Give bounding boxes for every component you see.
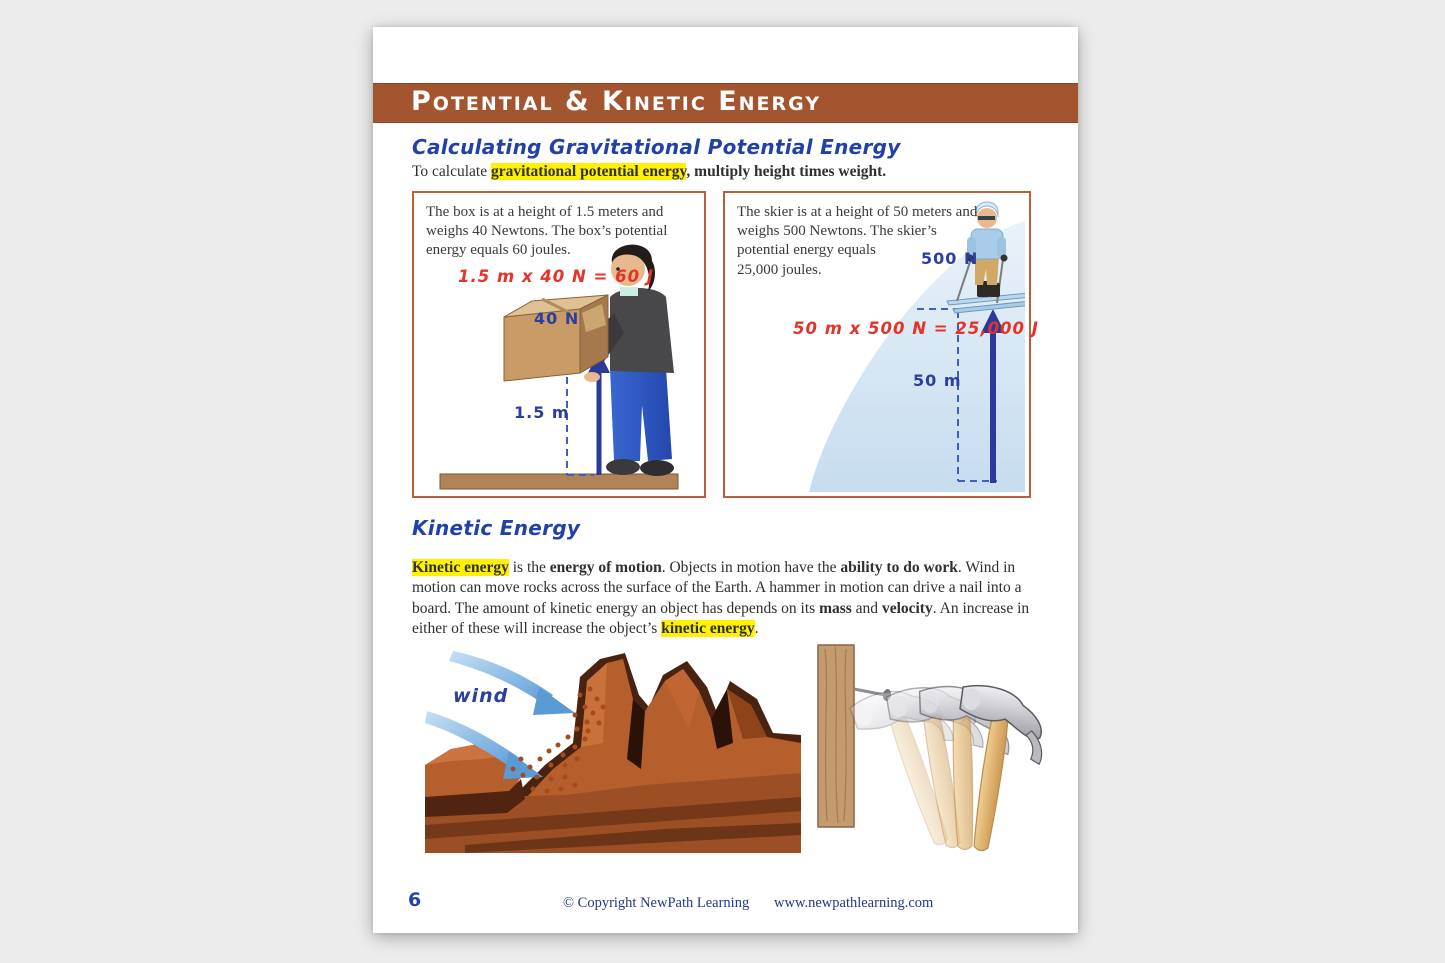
box-example-panel: [412, 191, 706, 498]
document-page: [373, 27, 1078, 933]
text-wrap-spacer: [978, 203, 1018, 247]
wind-erosion-figure: [425, 647, 801, 853]
page-footer: [373, 887, 1078, 917]
box-height-label: 1.5 m: [514, 403, 570, 422]
box-example-description: The box is at a height of 1.5 meters and weighs 40 Newtons. The box’s potential energy equals 60 joules.: [426, 204, 668, 259]
wind-label: wind: [453, 685, 509, 707]
website-text: www.newpathlearning.com: [774, 895, 934, 911]
kinetic-section-heading: Kinetic Energy: [412, 516, 581, 540]
skier-height-label: 50 m: [913, 371, 962, 390]
hammer-nail-illustration: [813, 637, 1045, 857]
box-equation: 1.5 m x 40 N = 60 J: [458, 267, 654, 286]
gpe-intro-text: To calculate gravitational potential energy, multiply height times weight.: [412, 163, 887, 180]
hammer-nail-figure: [813, 637, 1045, 857]
box-weight-label: 40 N: [534, 309, 580, 328]
page-title: Potential & Kinetic Energy: [411, 85, 822, 117]
copyright-text: © Copyright NewPath Learning: [563, 895, 750, 911]
kinetic-paragraph: Kinetic energy is the energy of motion. Objects in motion have the ability to do work. Wind in motion can move rocks across the surface of the Earth. A hammer in motion can drive a nail into a board. The amount of kinetic energy an object has depends on its mass and velocity. An increase in either of these will increase the object’s kinetic energy.: [412, 559, 1030, 638]
floor-plank: [440, 474, 678, 489]
skier-example-description: The skier is at a height of 50 meters and weighs 500 Newtons. The skier’s potential energy equals 25,000 joules.: [725, 193, 1029, 280]
wind-erosion-illustration: [425, 647, 801, 853]
page-title-bar: [373, 83, 1078, 123]
wood-board: [818, 645, 854, 827]
skier-example-panel: [723, 191, 1039, 498]
skier-weight-label: 500 N: [921, 249, 979, 268]
gpe-section-heading: Calculating Gravitational Potential Energy: [412, 135, 901, 159]
skier-equation: 50 m x 500 N = 25,000 J: [793, 319, 1039, 338]
page-number: 6: [408, 889, 422, 911]
height-arrow: [588, 351, 610, 475]
